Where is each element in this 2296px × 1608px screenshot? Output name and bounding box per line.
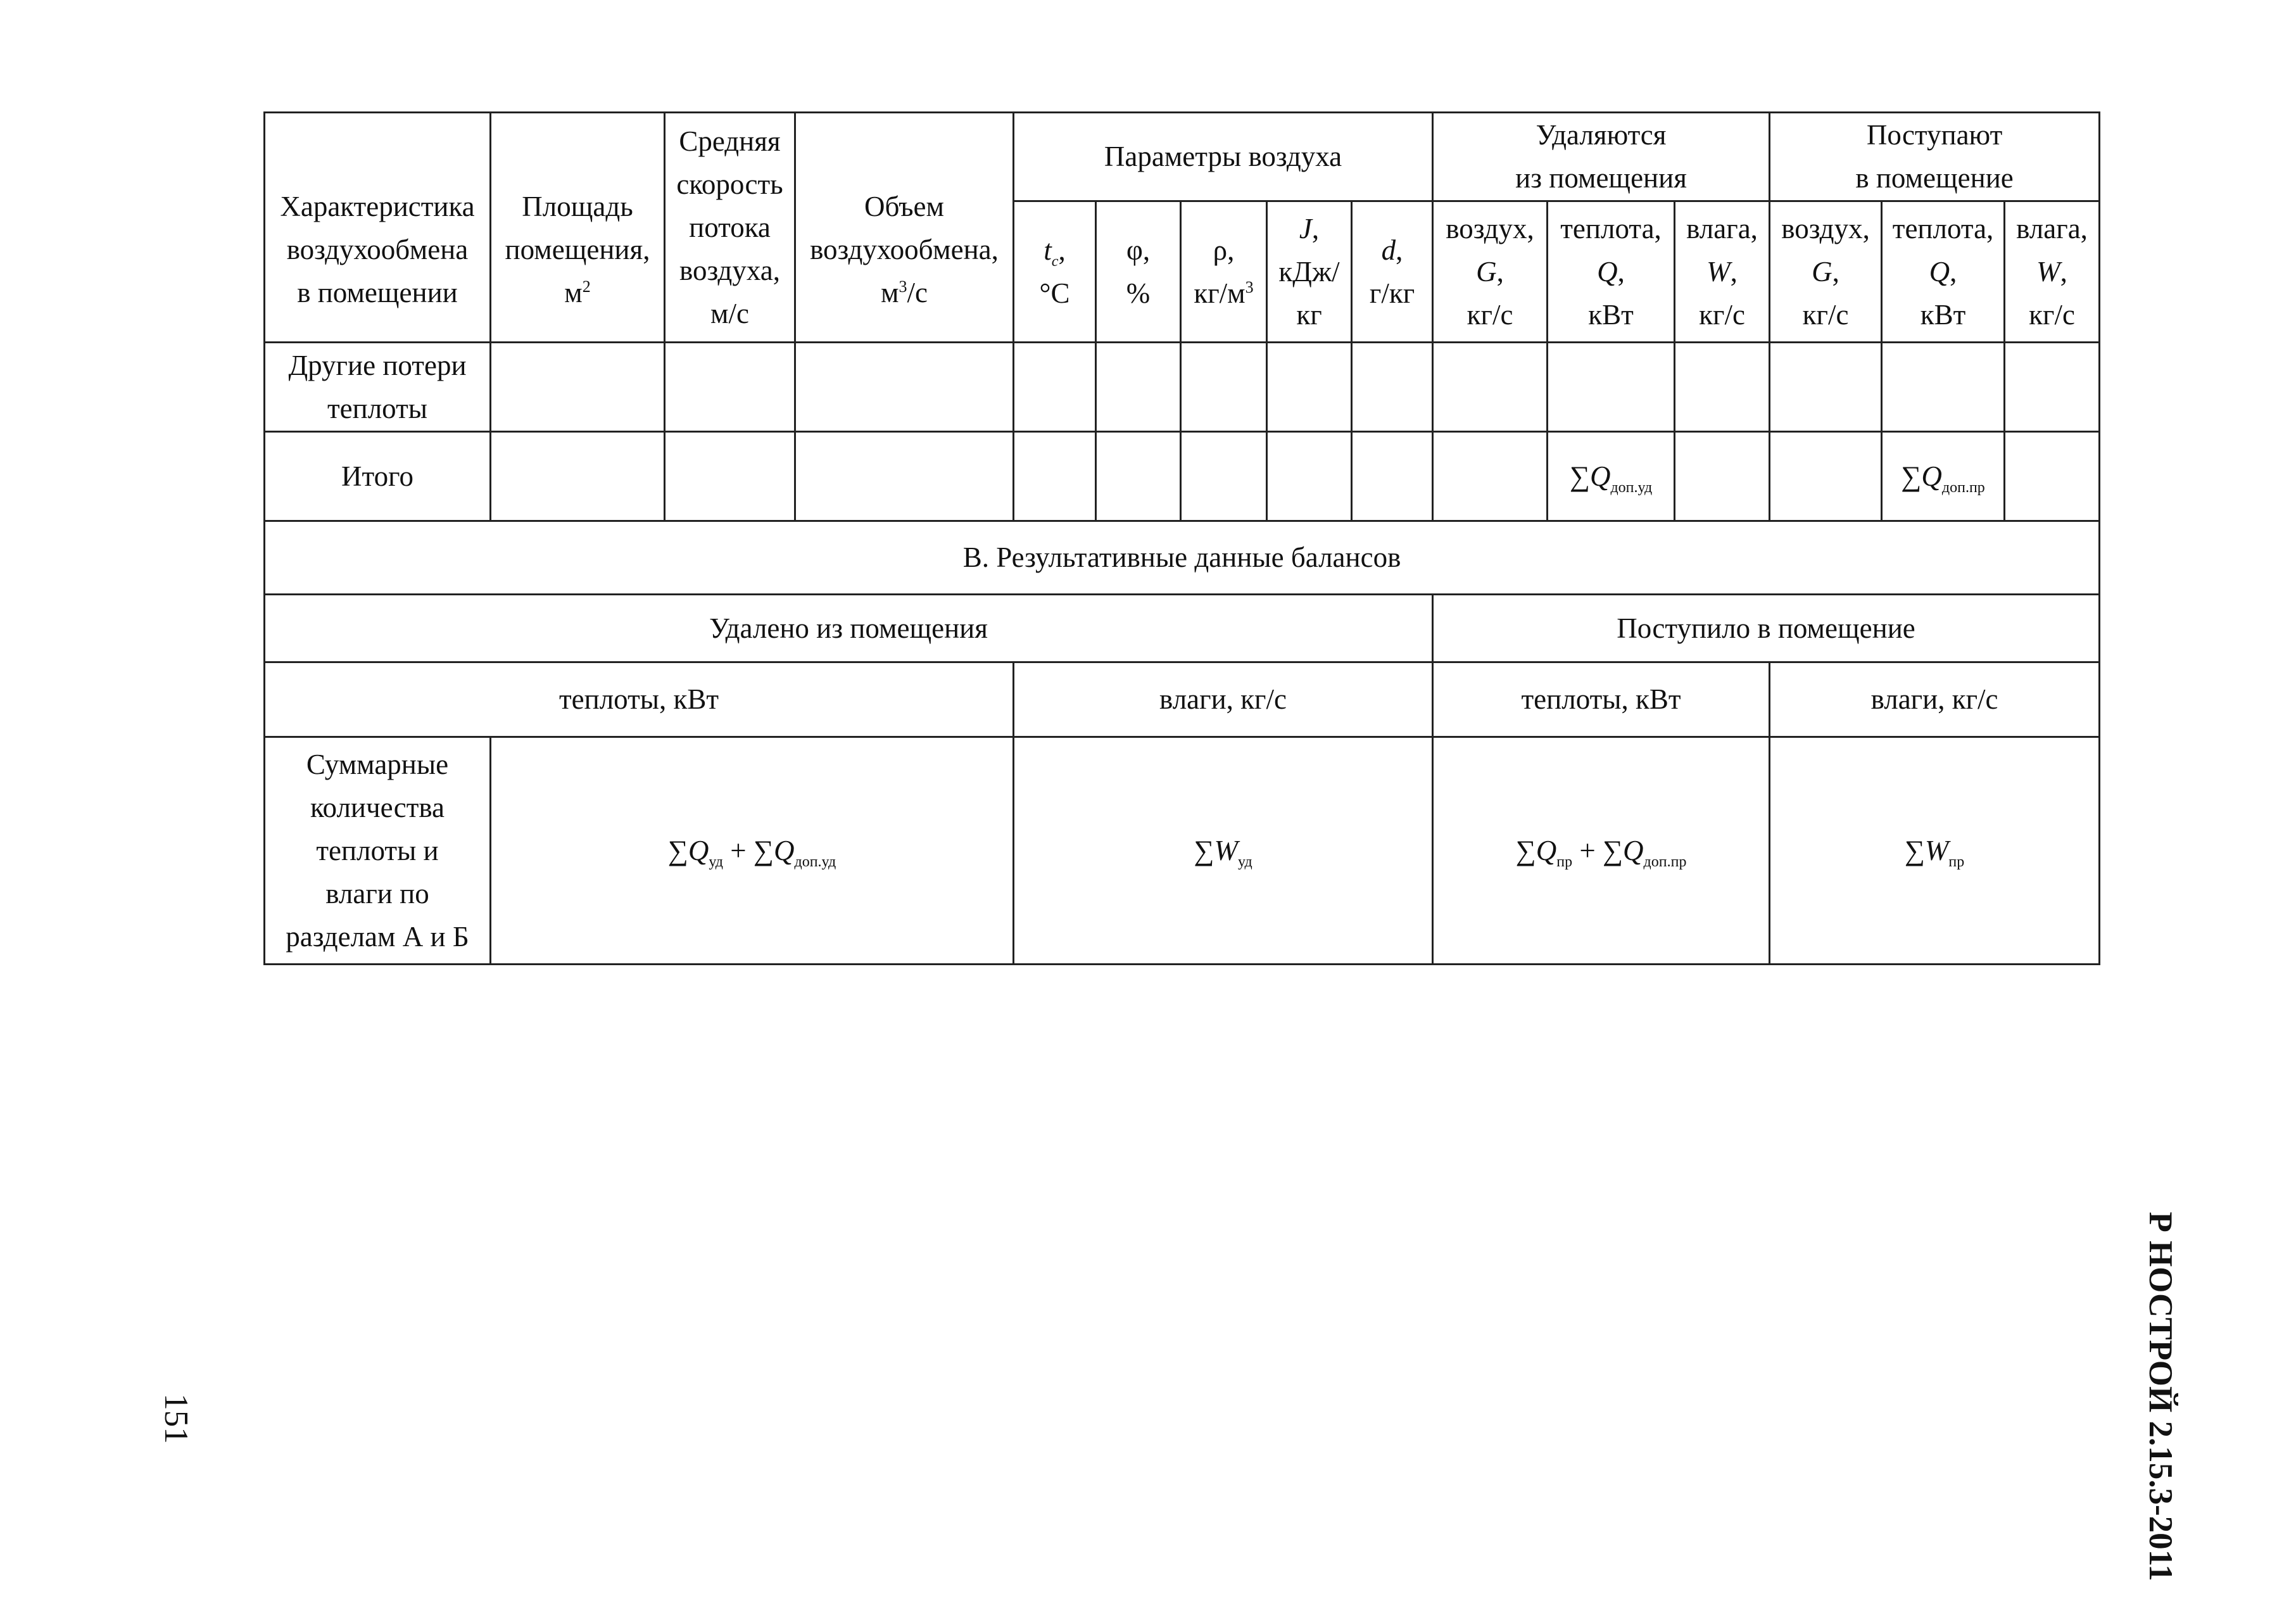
cell-empty [491,431,665,521]
cell-empty [1770,431,1882,521]
cell-empty [795,343,1014,432]
total-removed-extra-heat: $\sum Q_{доп.уд}$ [1548,431,1675,521]
header-removed: Удаляются из помещения [1433,113,1770,201]
cell-empty [665,343,795,432]
table-row [265,343,2100,432]
table-row [265,431,2100,521]
cell-empty [795,431,1014,521]
incoming-heat-label: теплоты, кВт [1433,662,1770,737]
cell-empty [1675,343,1770,432]
formula-removed-heat: $\sum Q_{уд} + \sum Q_{доп.уд}$ [491,737,1014,964]
table-row [265,737,2100,964]
header-removed-heat: теплота, Q, кВт [1548,201,1675,342]
header-area: Площадь помещения, $м^2$ [491,113,665,343]
cell-empty [1352,431,1433,521]
incoming-moisture-label: влаги, кг/с [1770,662,2100,737]
cell-empty [1770,343,1882,432]
section-v-title: В. Результативные данные балансов [265,521,2100,594]
page-number: 151 [158,1393,194,1444]
header-density: ρ, $кг/м^3$ [1181,201,1267,342]
cell-empty [1433,431,1548,521]
removed-heat-label: теплоты, кВт [265,662,1014,737]
formula-removed-moisture: $\sum W_{уд}$ [1014,737,1433,964]
cell-empty [1181,343,1267,432]
header-humidity: φ, % [1096,201,1181,342]
row-label-summary: Суммарные количества теплоты и влаги по разделам А и Б [265,737,491,964]
header-incoming-air: воздух, G, кг/с [1770,201,1882,342]
header-speed: Средняя скорость потока воздуха, м/с [665,113,795,343]
cell-empty [1267,431,1352,521]
removed-title: Удалено из помещения [265,594,1433,662]
header-moisture-content: d, г/кг [1352,201,1433,342]
air-exchange-balance-table [263,111,2100,965]
cell-empty [1433,343,1548,432]
cell-empty [1096,431,1181,521]
header-incoming-moisture: влага, W, кг/с [2005,201,2100,342]
total-incoming-extra-heat: $\sum Q_{доп.пр}$ [1882,431,2005,521]
cell-empty [1352,343,1433,432]
cell-empty [2005,343,2100,432]
cell-empty [1267,343,1352,432]
header-temperature: $t_c$, °С [1014,201,1096,342]
formula-incoming-moisture: $\sum W_{пр}$ [1770,737,2100,964]
cell-empty [1548,343,1675,432]
row-label-total: Итого [265,431,491,521]
cell-empty [1096,343,1181,432]
removed-moisture-label: влаги, кг/с [1014,662,1433,737]
cell-empty [665,431,795,521]
header-incoming-heat: теплота, Q, кВт [1882,201,2005,342]
cell-empty [1181,431,1267,521]
formula-incoming-heat: $\sum Q_{пр} + \sum Q_{доп.пр}$ [1433,737,1770,964]
header-air-params: Параметры воздуха [1014,113,1433,201]
header-volume: Объем воздухообмена, $м^3/с$ [795,113,1014,343]
header-characteristic: Характеристика воздухообмена в помещении [265,113,491,343]
cell-empty [1675,431,1770,521]
row-label-other-losses: Другие потери теплоты [265,343,491,432]
header-removed-air: воздух, G, кг/с [1433,201,1548,342]
header-incoming: Поступают в помещение [1770,113,2100,201]
cell-empty [2005,431,2100,521]
cell-empty [491,343,665,432]
cell-empty [1014,343,1096,432]
document-code: Р НОСТРОЙ 2.15.3-2011 [2142,1212,2179,1581]
header-removed-moisture: влага, W, кг/с [1675,201,1770,342]
cell-empty [1882,343,2005,432]
cell-empty [1014,431,1096,521]
incoming-title: Поступило в помещение [1433,594,2100,662]
header-enthalpy: J, кДж/ кг [1267,201,1352,342]
